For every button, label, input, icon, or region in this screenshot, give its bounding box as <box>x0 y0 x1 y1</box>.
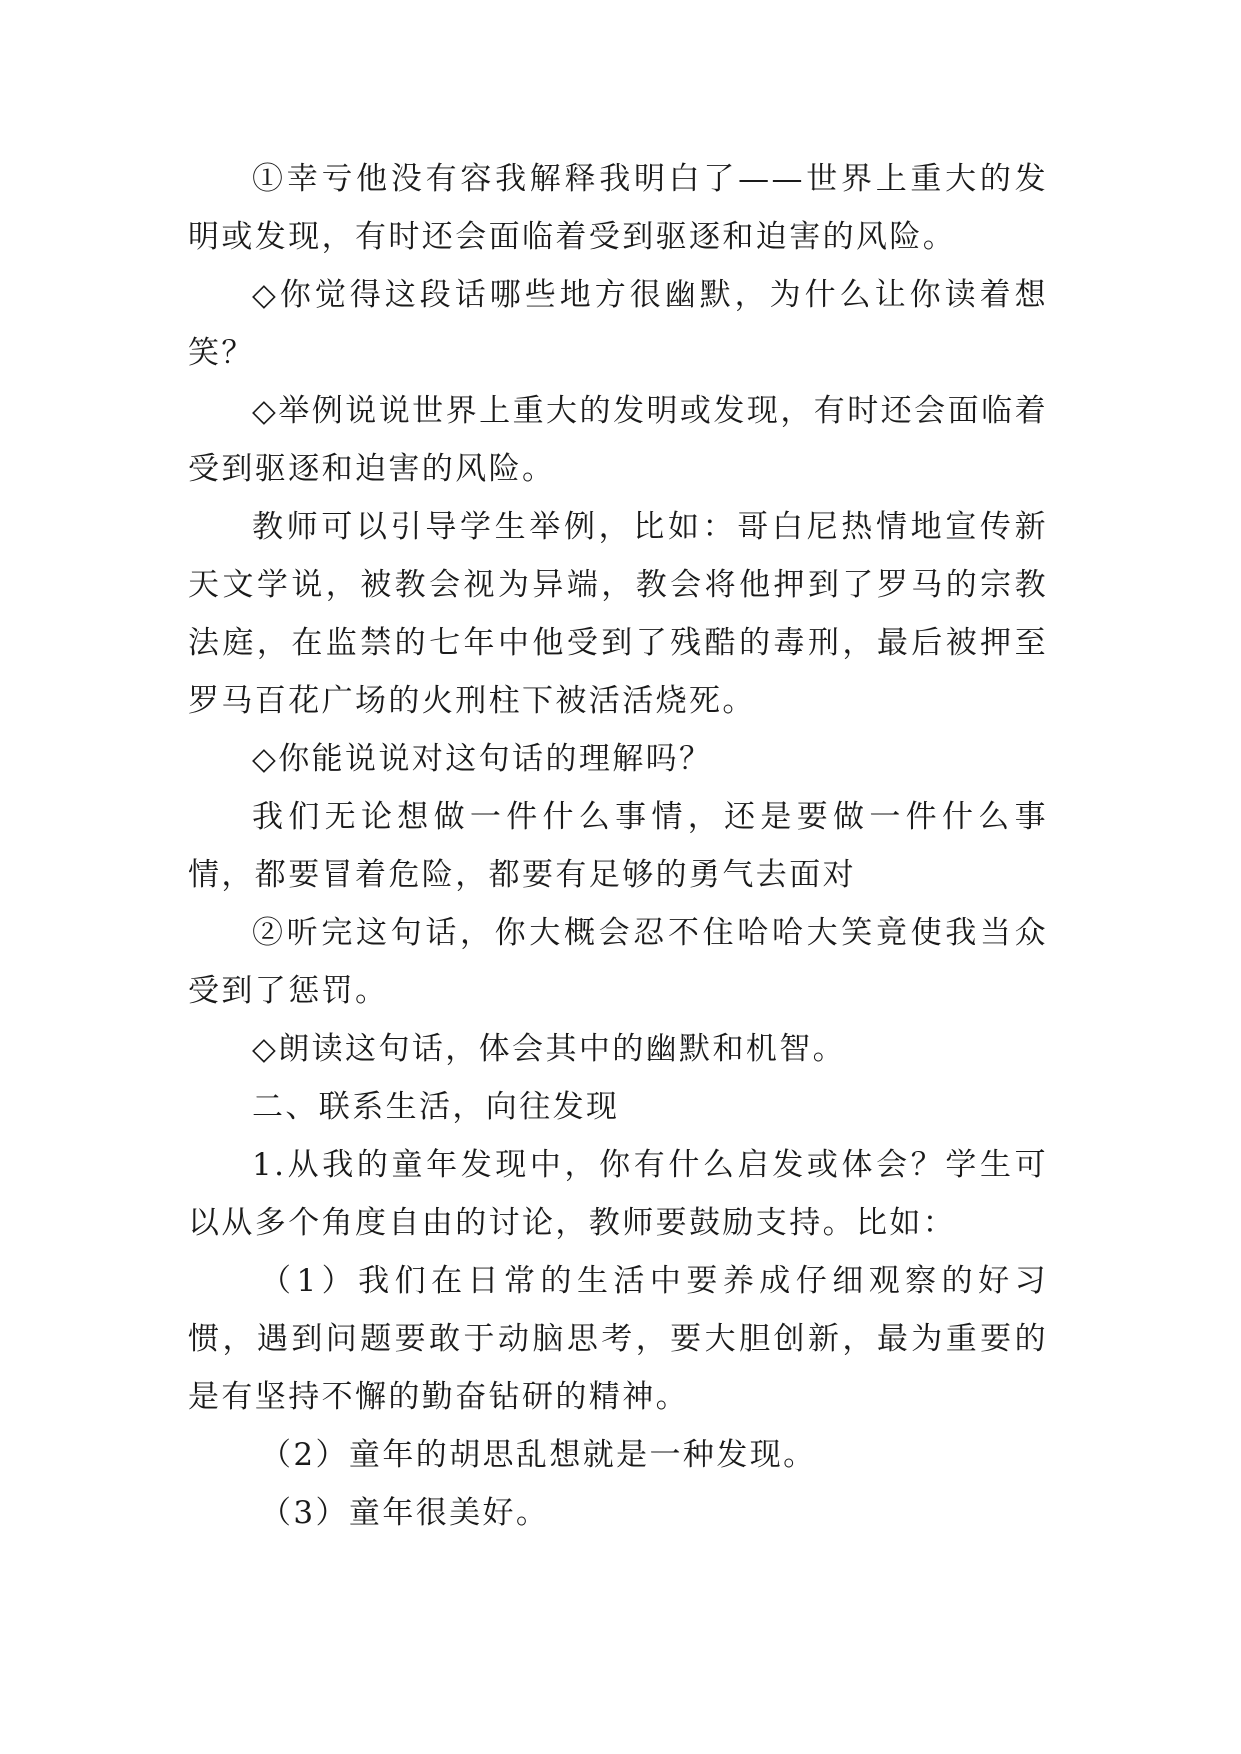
question-read-aloud: ◇朗读这句话，体会其中的幽默和机智。 <box>252 1031 847 1067</box>
paragraph-subitem-3: （3）童年很美好。 <box>260 1495 550 1531</box>
paragraph-subitem-1: （1）我们在日常的生活中要养成仔细观察的好习惯，遇到问题要敢于动脑思考，要大胆创新，最为重要的是有坚持不懈的勤奋钻研的精神。 <box>188 1263 1048 1415</box>
paragraph-courage: 我们无论想做一件什么事情，还是要做一件什么事情，都要冒着危险，都要有足够的勇气去面对 <box>188 799 1048 893</box>
document-page <box>188 150 1048 1542</box>
section-heading: 二、联系生活，向往发现 <box>252 1089 620 1125</box>
paragraph-subitem-2: （2）童年的胡思乱想就是一种发现。 <box>260 1437 817 1473</box>
paragraph-example-2: ②听完这句话，你大概会忍不住哈哈大笑竟使我当众受到了惩罚。 <box>188 915 1048 1009</box>
paragraph-example-1: ①幸亏他没有容我解释我明白了——世界上重大的发明或发现，有时还会面临着受到驱逐和迫害的风险。 <box>188 161 1048 255</box>
paragraph-item-1: 1.从我的童年发现中，你有什么启发或体会？学生可以从多个角度自由的讨论，教师要鼓励支持。比如： <box>188 1147 1048 1241</box>
paragraph-copernicus: 教师可以引导学生举例，比如：哥白尼热情地宣传新天文学说，被教会视为异端，教会将他押到了罗马的宗教法庭，在监禁的七年中他受到了残酷的毒刑，最后被押至罗马百花广场的火刑柱下被活活烧死。 <box>188 509 1048 719</box>
question-understanding: ◇你能说说对这句话的理解吗？ <box>252 741 713 777</box>
question-humor: ◇你觉得这段话哪些地方很幽默，为什么让你读着想笑？ <box>188 277 1048 371</box>
question-examples: ◇举例说说世界上重大的发明或发现，有时还会面临着受到驱逐和迫害的风险。 <box>188 393 1048 487</box>
